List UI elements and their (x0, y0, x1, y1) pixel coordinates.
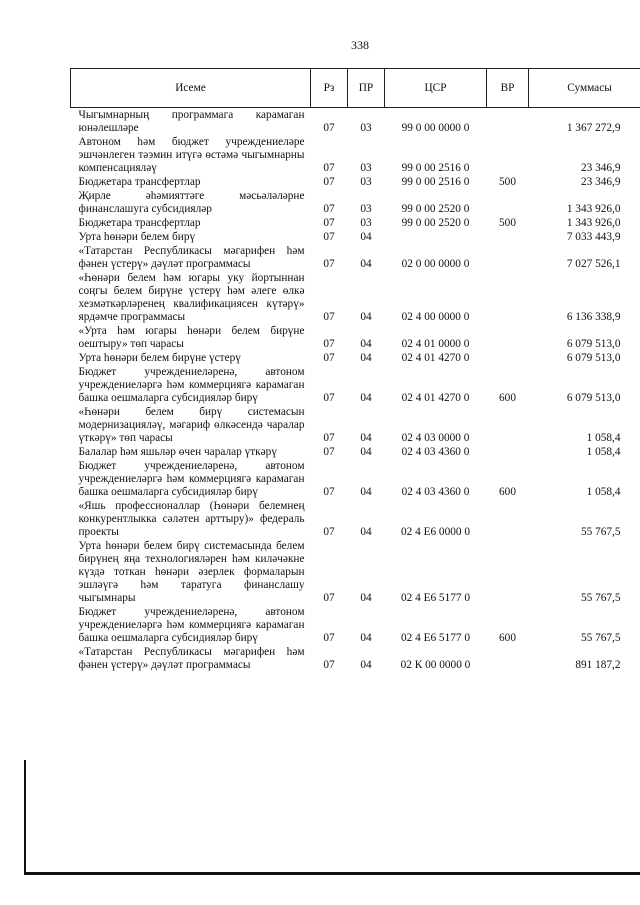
cell-pr: 04 (360, 231, 372, 243)
cell-vr: 600 (499, 632, 516, 644)
cell-name: Чыгымнарның программага карамаган юнәлешләре (78, 109, 305, 134)
cell-rz: 07 (323, 659, 335, 671)
cell-name: «Һөнәри белем бирү системасын модернизацияләү, мәгариф өлкәсендә чаралар үткәрү» төп чарасы (78, 406, 305, 444)
table-row (71, 605, 640, 645)
cell-csr (385, 230, 487, 244)
cell-vr (487, 108, 529, 136)
table-row (71, 324, 640, 351)
cell-pr: 04 (360, 632, 372, 644)
cell-rz: 07 (323, 176, 335, 188)
cell-sum: 55 767,5 (580, 526, 621, 538)
table-row (71, 189, 640, 216)
cell-pr: 04 (360, 486, 372, 498)
cell-csr: 99 0 00 0000 0 (401, 122, 470, 134)
cell-rz: 07 (323, 203, 335, 215)
cell-sum: 6 079 513,0 (566, 338, 621, 350)
cell-name: Бюджет учреждениеләренә, автоном учреждениеләргә һәм коммерциягә карамаган башка оешмаларга субсидияләр бирү (78, 606, 305, 644)
cell-name: Бюджетара трансфертлар (78, 217, 201, 229)
cell-pr: 04 (360, 392, 372, 404)
cell-sum: 6 079 513,0 (566, 392, 621, 404)
cell-csr: 02 4 Е6 0000 0 (400, 526, 471, 538)
header-name: Исеме (71, 69, 311, 108)
cell-csr: 99 0 00 2520 0 (401, 203, 470, 215)
cell-rz: 07 (323, 338, 335, 350)
header-pr: ПР (348, 69, 385, 108)
cell-rz: 07 (323, 632, 335, 644)
cell-sum: 891 187,2 (575, 659, 621, 671)
cell-csr: 02 4 Е6 5177 0 (400, 592, 471, 604)
cell-pr: 03 (360, 122, 372, 134)
cell-pr: 04 (360, 659, 372, 671)
cell-rz: 07 (323, 258, 335, 270)
cell-rz: 07 (323, 122, 335, 134)
cell-name: Урта һөнәри белем бирү системасында белем бирүнең яңа технологияләрен һәм киләчәкне күздә тоткан һөнәри әзерлек формаларын эшләүгә һәм таратуга финанслашу чыгымнары (78, 540, 305, 604)
cell-rz: 07 (323, 592, 335, 604)
cell-rz: 07 (323, 486, 335, 498)
header-vr: ВР (487, 69, 529, 108)
cell-rz: 07 (323, 392, 335, 404)
cell-name: Бюджетара трансфертлар (78, 176, 201, 188)
cell-name: «Татарстан Республикасы мәгарифен һәм фәнен үстерү» дәүләт программасы (78, 646, 305, 671)
cell-sum: 7 033 443,9 (566, 231, 621, 243)
cell-sum: 7 027 526,1 (566, 258, 621, 270)
cell-csr: 02 4 Е6 5177 0 (400, 632, 471, 644)
cell-sum: 1 058,4 (586, 446, 621, 458)
budget-table (70, 68, 640, 672)
table-row (71, 405, 640, 445)
cell-sum: 23 346,9 (580, 162, 621, 174)
cell-csr: 99 0 00 2520 0 (401, 217, 470, 229)
cell-pr: 04 (360, 592, 372, 604)
table-body (71, 108, 640, 673)
cell-name: Автоном һәм бюджет учреждениеләре эшчәнлеген тәэмин итүгә өстәмә чыгымнарны компенсацияләү (78, 136, 305, 174)
scan-edge-left (24, 760, 26, 874)
cell-sum: 6 136 338,9 (566, 311, 621, 323)
cell-vr: 500 (499, 176, 516, 188)
cell-name: Бюджет учреждениеләренә, автоном учреждениеләргә һәм коммерциягә карамаган башка оешмаларга субсидияләр бирү (78, 366, 305, 404)
cell-vr (487, 445, 529, 459)
cell-pr: 03 (360, 217, 372, 229)
cell-sum: 6 079 513,0 (566, 352, 621, 364)
cell-pr: 04 (360, 311, 372, 323)
cell-vr (487, 539, 529, 605)
table-row (71, 216, 640, 230)
cell-vr (487, 645, 529, 672)
table-row (71, 365, 640, 405)
cell-name: Бюджет учреждениеләренә, автоном учреждениеләргә һәм коммерциягә карамаган башка оешмаларга субсидияләр бирү (78, 460, 305, 498)
cell-sum: 1 058,4 (586, 486, 621, 498)
cell-name: Урта һөнәри белем бирүне үстерү (78, 352, 241, 364)
cell-pr: 04 (360, 526, 372, 538)
cell-pr: 03 (360, 203, 372, 215)
cell-vr (487, 351, 529, 365)
cell-pr: 04 (360, 258, 372, 270)
cell-name: «Урта һәм югары һөнәри белем бирүне оештыру» төп чарасы (78, 325, 305, 350)
cell-csr: 02 4 03 4360 0 (401, 446, 470, 458)
cell-sum: 55 767,5 (580, 632, 621, 644)
cell-pr: 04 (360, 352, 372, 364)
table-row (71, 175, 640, 189)
table-row (71, 244, 640, 271)
cell-vr (487, 244, 529, 271)
cell-sum: 23 346,9 (580, 176, 621, 188)
cell-rz: 07 (323, 432, 335, 444)
cell-pr: 04 (360, 338, 372, 350)
cell-csr: 99 0 00 2516 0 (401, 162, 470, 174)
cell-pr: 04 (360, 432, 372, 444)
cell-vr: 600 (499, 392, 516, 404)
cell-csr: 02 4 03 0000 0 (401, 432, 470, 444)
cell-csr: 02 К 00 0000 0 (400, 659, 471, 671)
header-row (71, 69, 640, 108)
cell-vr (487, 271, 529, 324)
table-row (71, 271, 640, 324)
cell-rz: 07 (323, 311, 335, 323)
cell-vr: 500 (499, 217, 516, 229)
cell-name: Урта һөнәри белем бирү (78, 231, 196, 243)
scan-edge-bottom (24, 872, 640, 875)
cell-vr (487, 499, 529, 539)
cell-sum: 1 343 926,0 (566, 203, 621, 215)
cell-sum: 1 367 272,9 (566, 122, 621, 134)
cell-csr: 99 0 00 2516 0 (401, 176, 470, 188)
cell-csr: 02 4 03 4360 0 (401, 486, 470, 498)
cell-pr: 04 (360, 446, 372, 458)
cell-sum: 1 058,4 (586, 432, 621, 444)
cell-csr: 02 0 00 0000 0 (401, 258, 470, 270)
table-row (71, 230, 640, 244)
cell-rz: 07 (323, 217, 335, 229)
cell-rz: 07 (323, 526, 335, 538)
cell-sum: 1 343 926,0 (566, 217, 621, 229)
cell-csr: 02 4 01 4270 0 (401, 392, 470, 404)
cell-name: «Һөнәри белем һәм югары уку йортыннан соңгы белем бирүне үстерү һәм әлеге өлкә хезмәткәрләренең квалификациясен күтәрү» ярдәмче программасы (78, 272, 305, 323)
cell-rz: 07 (323, 162, 335, 174)
cell-sum: 55 767,5 (580, 592, 621, 604)
table-row (71, 445, 640, 459)
table-header (71, 69, 640, 108)
cell-csr: 02 4 01 0000 0 (401, 338, 470, 350)
header-rz: Рз (311, 69, 348, 108)
cell-rz: 07 (323, 231, 335, 243)
table-row (71, 135, 640, 175)
table-row (71, 539, 640, 605)
cell-name: Балалар һәм яшьләр өчен чаралар үткәрү (78, 446, 277, 458)
cell-rz: 07 (323, 446, 335, 458)
header-csr: ЦСР (385, 69, 487, 108)
cell-name: Җирле әһәмияттәге мәсьәләләрне финанслашуга субсидияләр (78, 190, 305, 215)
cell-pr: 03 (360, 176, 372, 188)
table-row (71, 499, 640, 539)
budget-table-container (70, 68, 640, 672)
cell-name: «Татарстан Республикасы мәгарифен һәм фәнен үстерү» дәүләт программасы (78, 245, 305, 270)
header-sum: Суммасы (529, 69, 640, 108)
table-row (71, 108, 640, 136)
cell-vr (487, 405, 529, 445)
cell-pr: 03 (360, 162, 372, 174)
table-row (71, 645, 640, 672)
cell-rz: 07 (323, 352, 335, 364)
cell-name: «Яшь профессионаллар (Һөнәри белемнең конкурентлыкка сәләтен арттыру)» федераль проекты (78, 500, 305, 538)
cell-csr: 02 4 01 4270 0 (401, 352, 470, 364)
cell-csr: 02 4 00 0000 0 (401, 311, 470, 323)
table-row (71, 351, 640, 365)
cell-vr: 600 (499, 486, 516, 498)
page-number: 338 (351, 38, 369, 52)
table-row (71, 459, 640, 499)
cell-vr (487, 135, 529, 175)
cell-vr (487, 189, 529, 216)
cell-vr (487, 230, 529, 244)
cell-vr (487, 324, 529, 351)
